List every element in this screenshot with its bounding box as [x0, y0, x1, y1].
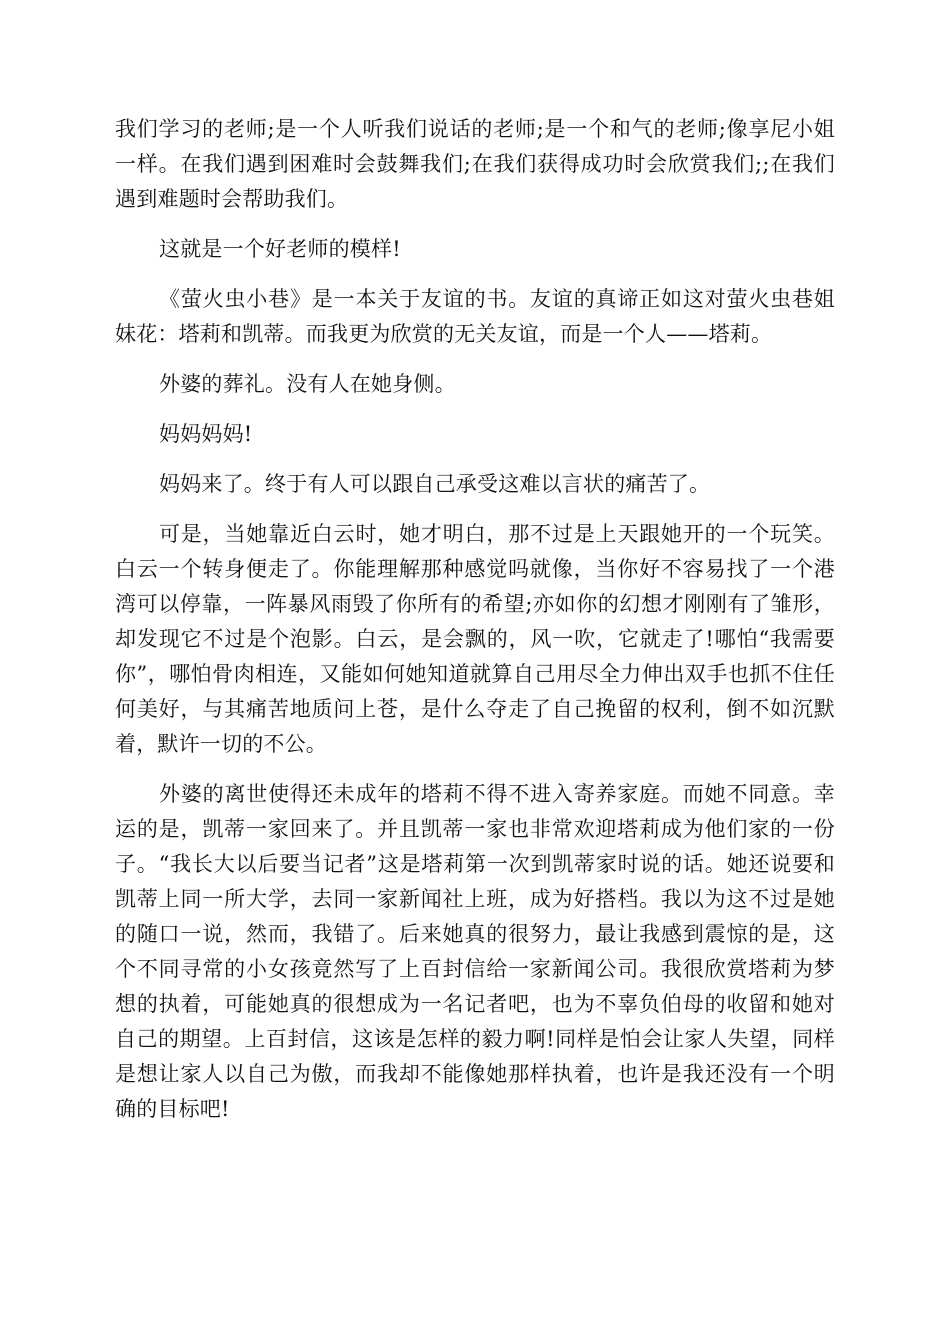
paragraph-8: 外婆的离世使得还未成年的塔莉不得不进入寄养家庭。而她不同意。幸运的是，凯蒂一家回来了。并且凯蒂一家也非常欢迎塔莉成为他们家的一份子。“我长大以后要当记者”这是塔莉第一次到凯蒂家时说的话。她还说要和凯蒂上同一所大学，去同一家新闻社上班，成为好搭档。我以为这不过是她的随口一说，然而，我错了。后来她真的很努力，最让我感到震惊的是，这个不同寻常的小女孩竟然写了上百封信给一家新闻公司。我很欣赏塔莉为梦想的执着，可能她真的很想成为一名记者吧，也为不辜负伯母的收留和她对自己的期望。上百封信，这该是怎样的毅力啊!同样是怕会让家人失望，同样是想让家人以自己为傲，而我却不能像她那样执着，也许是我还没有一个明确的目标吧! [115, 782, 835, 1121]
paragraph-7: 可是，当她靠近白云时，她才明白，那不过是上天跟她开的一个玩笑。白云一个转身便走了。你能理解那种感觉吗就像，当你好不容易找了一个港湾可以停靠，一阵暴风雨毁了你所有的希望;亦如你的幻想才刚刚有了雏形，却发现它不过是个泡影。白云，是会飘的，风一吹，它就走了!哪怕“我需要你”，哪怕骨肉相连，又能如何她知道就算自己用尽全力伸出双手也抓不住任何美好，与其痛苦地质问上苍，是什么夺走了自己挽留的权利，倒不如沉默着，默许一切的不公。 [115, 522, 835, 756]
paragraph-1: 我们学习的老师;是一个人听我们说话的老师;是一个和气的老师;像享尼小姐一样。在我们遇到困难时会鼓舞我们;在我们获得成功时会欣赏我们;;在我们遇到难题时会帮助我们。 [115, 117, 835, 211]
paragraph-5: 妈妈妈妈! [159, 422, 253, 446]
paragraph-2: 这就是一个好老师的模样! [159, 237, 401, 261]
paragraph-3: 《萤火虫小巷》是一本关于友谊的书。友谊的真谛正如这对萤火虫巷姐妹花：塔莉和凯蒂。而我更为欣赏的无关友谊，而是一个人——塔莉。 [115, 287, 835, 346]
paragraph-4: 外婆的葬礼。没有人在她身侧。 [159, 372, 456, 396]
paragraph-6: 妈妈来了。终于有人可以跟自己承受这难以言状的痛苦了。 [159, 472, 711, 496]
document-body [115, 112, 835, 1127]
